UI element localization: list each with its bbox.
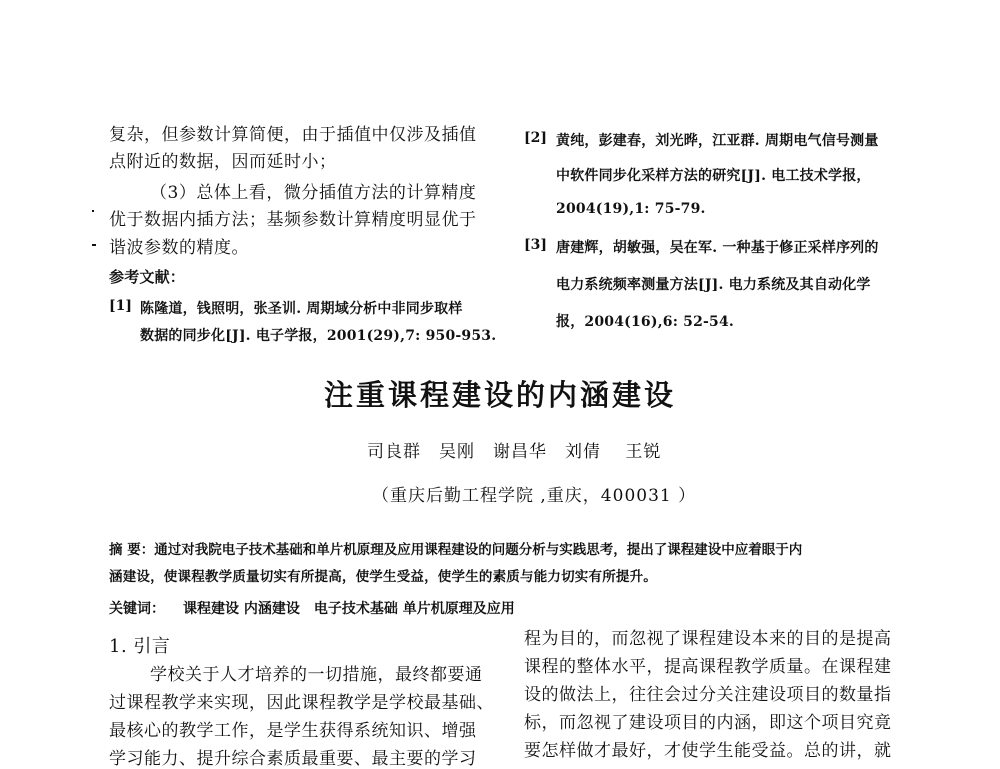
intro-left-line-1: 学校关于人才培养的一切措施，最终都要通 [150, 665, 483, 685]
keywords-row [109, 598, 515, 618]
ref-3-number: [3] [524, 237, 547, 253]
abstract-line-2: 涵建设，使课程教学质量切实有所提高，使学生受益，使学生的素质与能力切实有所提升。 [109, 569, 657, 585]
article-affiliation: （重庆后勤工程学院 ,重庆，400031 ） [372, 486, 697, 506]
intro-right-line-1: 程为目的，而忽视了课程建设本来的目的是提高 [524, 629, 892, 649]
scan-dot-mark [92, 244, 96, 246]
section-1-heading: 1. 引言 [109, 636, 171, 657]
top-left-line-4: 优于数据内插方法；基频参数计算精度明显优于 [109, 210, 477, 230]
abstract-line-1 [109, 538, 802, 558]
scan-dot-mark-small [92, 210, 94, 212]
ref-2-line-2: 中软件同步化采样方法的研究[J]. 电工技术学报， [556, 168, 871, 184]
ref-1-line-1: 陈隆道，钱照明，张圣训. 周期域分析中非同步取样 [140, 301, 463, 317]
ref-3-line-3: 报，2004(16),6: 52-54. [556, 314, 735, 330]
ref-2-line-3: 2004(19),1: 75-79. [556, 201, 706, 217]
intro-right-line-5: 要怎样做才最好，才使学生能受益。总的讲，就 [524, 741, 892, 761]
ref-2-line-1: 黄纯，彭建春，刘光晔，江亚群. 周期电气信号测量 [556, 133, 879, 149]
ref-1-number: [1] [109, 298, 132, 314]
keywords-text: 课程建设 内涵建设 电子技术基础 单片机原理及应用 [183, 601, 515, 617]
references-heading: 参考文献： [109, 268, 186, 286]
intro-left-line-2: 过课程教学来实现，因此课程教学是学校最基础、 [109, 693, 494, 713]
abstract-label: 摘 要： [109, 542, 155, 558]
article-authors: 司良群 吴刚 谢昌华 刘倩 王锐 [367, 442, 662, 462]
intro-left-line-4: 学习能力、提升综合素质最重要、最主要的学习 [109, 749, 477, 769]
ref-2-number: [2] [524, 130, 547, 146]
top-left-line-3: （3）总体上看，微分插值方法的计算精度 [150, 183, 477, 203]
intro-left-line-3: 最核心的教学工作，是学生获得系统知识、增强 [109, 721, 477, 741]
ref-1-line-2: 数据的同步化[J]. 电子学报，2001(29),7: 950-953. [140, 328, 497, 344]
top-left-line-5: 谐波参数的精度。 [109, 238, 249, 258]
abstract-text-1: 通过对我院电子技术基础和单片机原理及应用课程建设的问题分析与实践思考，提出了课程建设中应着眼于内 [154, 542, 803, 558]
top-left-line-2: 点附近的数据，因而延时小； [109, 152, 337, 172]
intro-right-line-4: 标，而忽视了建设项目的内涵，即这个项目究竟 [524, 713, 892, 733]
article-title: 注重课程建设的内涵建设 [323, 378, 676, 412]
keywords-label: 关键词： [109, 601, 165, 617]
intro-right-line-2: 课程的整体水平，提高课程教学质量。在课程建 [524, 657, 892, 677]
intro-right-line-3: 设的做法上，往往会过分关注建设项目的数量指 [524, 685, 892, 705]
ref-3-line-1: 唐建辉，胡敏强，吴在军. 一种基于修正采样序列的 [556, 240, 879, 256]
top-left-line-1: 复杂，但参数计算简便，由于插值中仅涉及插值 [109, 125, 477, 145]
ref-3-line-2: 电力系统频率测量方法[J]. 电力系统及其自动化学 [556, 277, 871, 293]
